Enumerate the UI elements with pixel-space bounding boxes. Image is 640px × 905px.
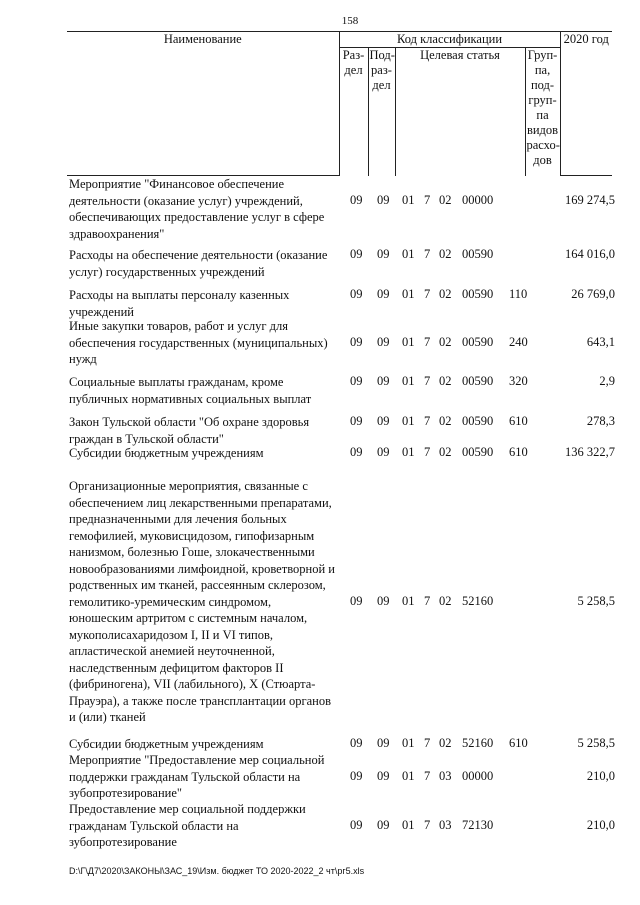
code-subsection: 09	[377, 736, 390, 750]
code-section: 09	[350, 247, 363, 261]
row-name: Предоставление мер социальной поддержки гражданам Тульской области на зубопротезирование	[69, 802, 306, 849]
code-section: 09	[350, 334, 363, 349]
code-direction: 00590	[462, 287, 494, 301]
code-section: 09	[350, 192, 363, 207]
code-subsection: 09	[377, 817, 390, 832]
row-name: Организационные мероприятия, связанные с обеспечением лиц лекарственными препаратами, предназначенными для лечения больных гемофилией, муковисцидозом, гипофизарным нанизмом, болезнью Гоше, злокачественными новообразованиями лимфоидной, кроветворной и родственных им тканей, рассеянным склерозом, гемолитико-уремическим синдромом, юношеским артритом с системным началом, мукополисахаридозом I, II и VI типов, апластической анемией неуточненной, наследственным дефицитом факторов II (фибриногена), VII (лабильного), X (Стюарта- Прауэра), а также после трансплантации органов и (или) тканей	[69, 479, 335, 724]
code-group: 110	[509, 287, 528, 301]
row-name: Мероприятие "Предоставление мер социальной поддержки гражданам Тульской области на зубопротезирование"	[69, 753, 325, 800]
code-subprogram: 7	[424, 374, 431, 388]
code-subsection: 09	[377, 593, 390, 608]
code-event: 02	[439, 736, 452, 750]
code-event: 03	[439, 768, 452, 783]
code-program: 01	[402, 817, 415, 832]
code-event: 02	[439, 334, 452, 349]
code-direction: 00590	[462, 414, 494, 428]
code-section: 09	[350, 374, 363, 388]
code-subsection: 09	[377, 768, 390, 783]
code-section: 09	[350, 414, 363, 428]
code-direction: 72130	[462, 817, 494, 832]
code-event: 02	[439, 414, 452, 428]
code-program: 01	[402, 287, 415, 301]
code-section: 09	[350, 445, 363, 459]
row-name: Закон Тульской области "Об охране здоровья граждан в Тульской области"	[69, 415, 310, 446]
code-direction: 00590	[462, 374, 494, 388]
code-subsection: 09	[377, 247, 390, 261]
row-name: Иные закупки товаров, работ и услуг для обеспечения государственных (муниципальных) нужд	[69, 319, 328, 366]
code-program: 01	[402, 192, 415, 207]
code-subprogram: 7	[424, 736, 431, 750]
code-subsection: 09	[377, 334, 390, 349]
code-subprogram: 7	[424, 247, 431, 261]
row-amount: 2,9	[599, 374, 615, 388]
code-section: 09	[350, 768, 363, 783]
row-amount: 278,3	[586, 414, 615, 428]
code-group: 610	[509, 736, 528, 750]
code-subsection: 09	[377, 414, 390, 428]
table-header	[67, 31, 612, 176]
row-amount: 643,1	[586, 334, 615, 349]
header-name: Наименование	[67, 32, 339, 176]
header-group: Груп- па, под- груп- па видов расхо- дов	[525, 48, 560, 176]
header-amount: 2020 год	[560, 32, 612, 176]
code-subprogram: 7	[424, 287, 431, 301]
row-name: Расходы на обеспечение деятельности (оказание услуг) государственных учреждений	[69, 248, 328, 279]
code-direction: 52160	[462, 736, 494, 750]
code-event: 02	[439, 445, 452, 459]
row-amount: 5 258,5	[577, 593, 615, 608]
code-direction: 00590	[462, 334, 494, 349]
code-subprogram: 7	[424, 192, 431, 207]
code-program: 01	[402, 247, 415, 261]
row-amount: 136 322,7	[565, 445, 615, 459]
code-event: 02	[439, 247, 452, 261]
row-amount: 164 016,0	[565, 247, 615, 261]
code-subsection: 09	[377, 374, 390, 388]
header-section: Раз- дел	[339, 48, 368, 176]
row-name: Субсидии бюджетным учреждениям	[69, 737, 264, 751]
row-amount: 210,0	[586, 817, 615, 832]
code-program: 01	[402, 768, 415, 783]
code-section: 09	[350, 817, 363, 832]
code-subprogram: 7	[424, 414, 431, 428]
row-name: Субсидии бюджетным учреждениям	[69, 446, 264, 460]
code-program: 01	[402, 736, 415, 750]
row-amount: 169 274,5	[565, 192, 615, 207]
code-direction: 00000	[462, 768, 494, 783]
code-group: 240	[509, 334, 528, 349]
code-subprogram: 7	[424, 445, 431, 459]
code-group: 610	[509, 445, 528, 459]
page-number: 158	[341, 15, 359, 27]
code-subprogram: 7	[424, 817, 431, 832]
header-subsection: Под- раз- дел	[368, 48, 395, 176]
row-amount: 26 769,0	[571, 287, 615, 301]
code-direction: 00000	[462, 192, 494, 207]
row-amount: 210,0	[586, 768, 615, 783]
code-program: 01	[402, 445, 415, 459]
header-code: Код классификации	[339, 32, 560, 48]
code-direction: 00590	[462, 445, 494, 459]
code-subsection: 09	[377, 445, 390, 459]
code-event: 02	[439, 192, 452, 207]
row-name: Мероприятие "Финансовое обеспечение деятельности (оказание услуг) учреждений, обеспечивающих предоставление услуг в сфере здравоохранения"	[69, 177, 325, 241]
file-path: D:\Г\Д7\2020\ЗАКОНЫ\ЗАС_19\Изм. бюджет ТО 2020-2022_2 чт\рг5.xls	[69, 866, 365, 876]
code-direction: 00590	[462, 247, 494, 261]
code-group: 320	[509, 374, 528, 388]
code-event: 02	[439, 374, 452, 388]
code-group: 610	[509, 414, 528, 428]
code-direction: 52160	[462, 593, 494, 608]
code-subprogram: 7	[424, 768, 431, 783]
code-section: 09	[350, 287, 363, 301]
header-target: Целевая статья	[395, 48, 525, 176]
code-program: 01	[402, 374, 415, 388]
code-subsection: 09	[377, 287, 390, 301]
code-program: 01	[402, 593, 415, 608]
row-amount: 5 258,5	[577, 736, 615, 750]
code-subprogram: 7	[424, 593, 431, 608]
code-event: 02	[439, 287, 452, 301]
code-event: 03	[439, 817, 452, 832]
code-subprogram: 7	[424, 334, 431, 349]
code-program: 01	[402, 334, 415, 349]
code-program: 01	[402, 414, 415, 428]
code-section: 09	[350, 736, 363, 750]
code-event: 02	[439, 593, 452, 608]
code-subsection: 09	[377, 192, 390, 207]
row-name: Расходы на выплаты персоналу казенных учреждений	[69, 288, 290, 319]
code-section: 09	[350, 593, 363, 608]
row-name: Социальные выплаты гражданам, кроме публичных нормативных социальных выплат	[69, 375, 312, 406]
